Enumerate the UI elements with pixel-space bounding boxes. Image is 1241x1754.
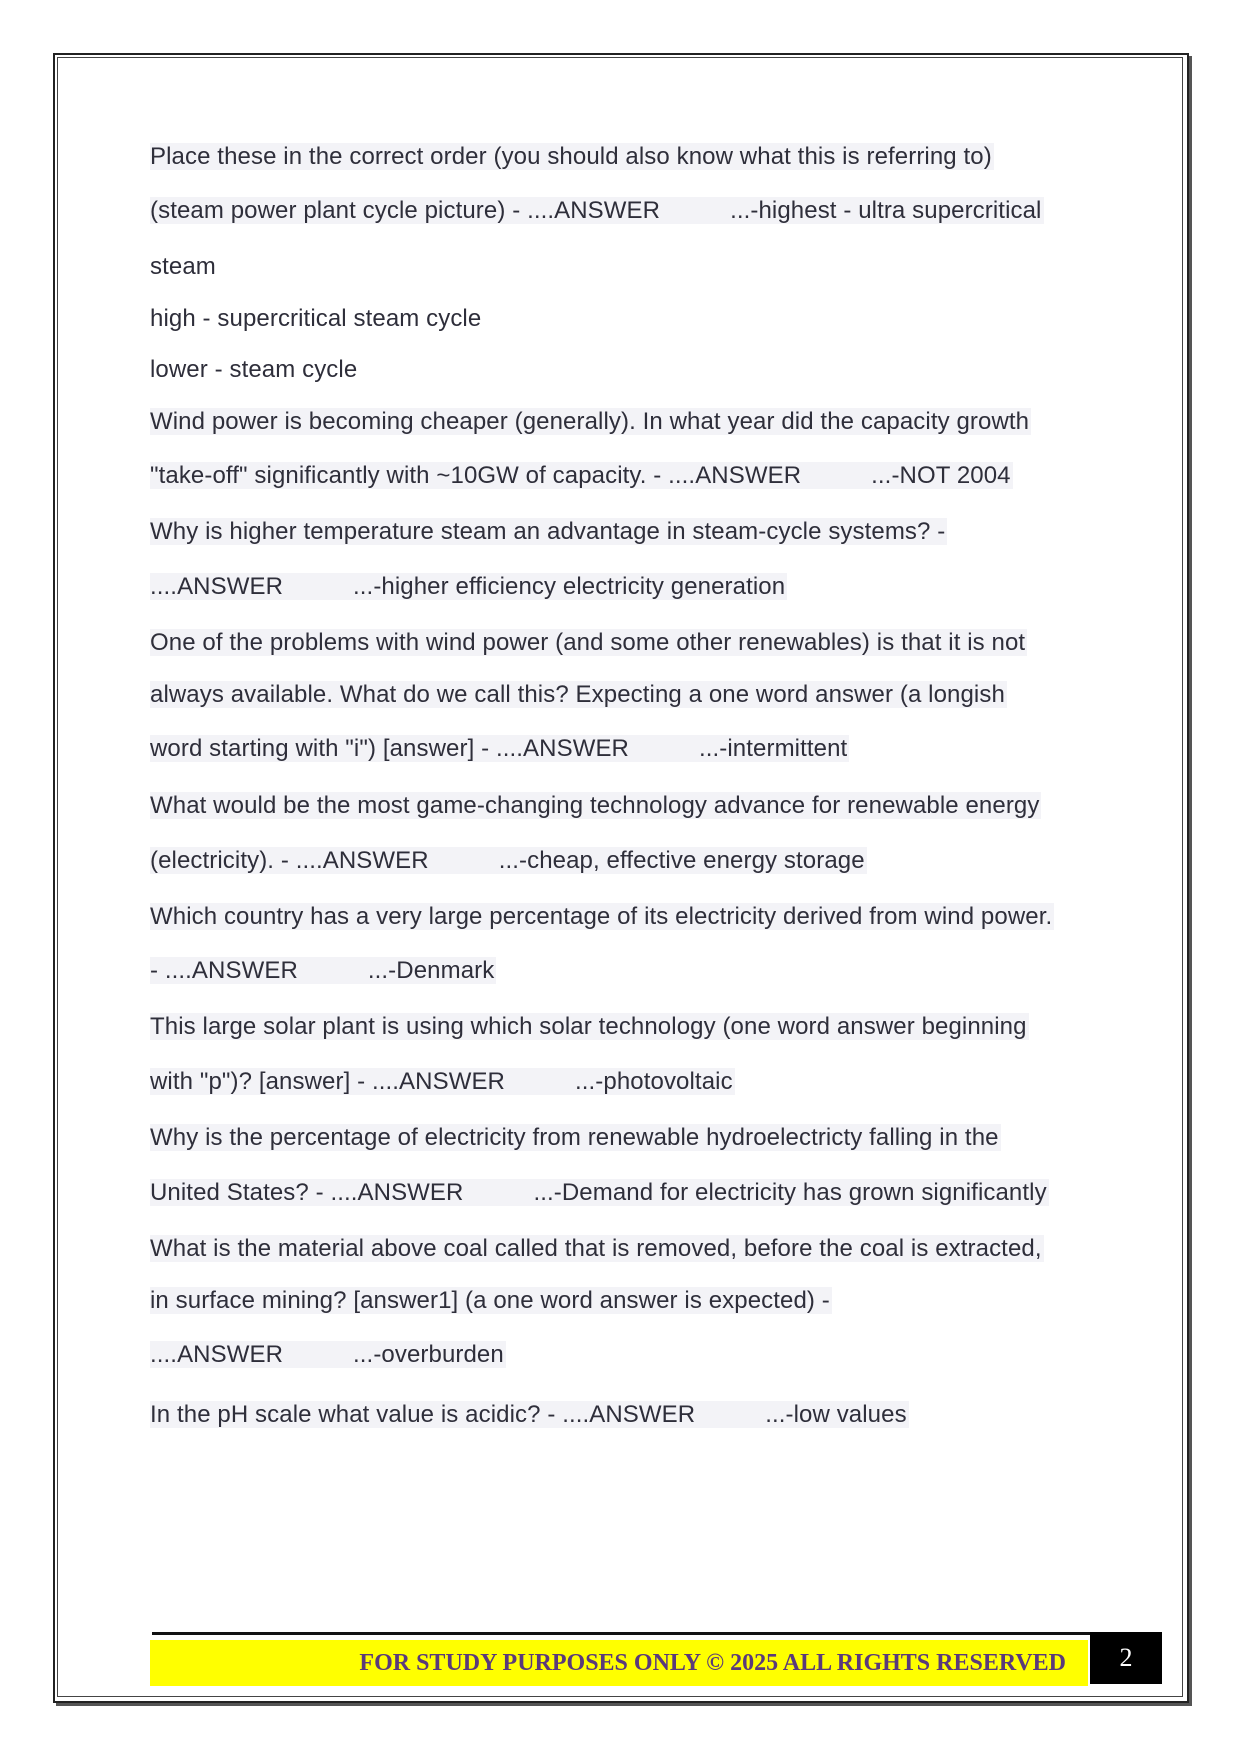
- question-text: Which country has a very large percentage of its electricity derived from wind power.: [150, 903, 1053, 930]
- text-line: [150, 1065, 735, 1099]
- question-text: Why is the percentage of electricity from renewable hydroelectricty falling in the: [150, 1124, 999, 1151]
- question-text: Place these in the correct order (you should also know what this is referring to): [150, 143, 992, 170]
- text-line: [150, 954, 496, 988]
- question-text: "take-off" significantly with ~10GW of capacity. - ....ANSWER: [150, 462, 802, 489]
- page-number: [1090, 1632, 1162, 1684]
- answer-text: high - supercritical steam cycle: [150, 305, 482, 332]
- answer-text: ...-overburden: [353, 1341, 504, 1368]
- footer-divider: [152, 1632, 1092, 1635]
- answer-text: ...-intermittent: [698, 735, 848, 762]
- question-text: - ....ANSWER: [150, 957, 298, 984]
- answer-text: ...-Denmark: [367, 957, 495, 984]
- text-line: [150, 1232, 1044, 1266]
- answer-text: ...-NOT 2004: [871, 462, 1011, 489]
- text-line: [150, 405, 1031, 439]
- text-line: [150, 353, 357, 387]
- text-line: [150, 250, 216, 284]
- text-line: [150, 844, 867, 878]
- question-text: One of the problems with wind power (and some other renewables) is that it is not: [150, 629, 1026, 656]
- answer-text: ...-low values: [765, 1401, 907, 1428]
- text-line: [150, 140, 994, 174]
- text-line: [150, 789, 1041, 823]
- question-text: What is the material above coal called that is removed, before the coal is extracted,: [150, 1235, 1042, 1262]
- text-line: [150, 1398, 909, 1432]
- text-line: [150, 900, 1054, 934]
- answer-text: ...-cheap, effective energy storage: [498, 847, 865, 874]
- footer-notice-text: FOR STUDY PURPOSES ONLY © 2025 ALL RIGHTS RESERVED: [359, 1650, 1066, 1676]
- text-line: [150, 1338, 506, 1372]
- text-line: [150, 194, 1044, 228]
- text-line: [150, 1121, 1001, 1155]
- answer-text: ...-photovoltaic: [575, 1068, 733, 1095]
- question-text: word starting with "i") [answer] - ....ANSWER: [150, 735, 629, 762]
- question-text: Why is higher temperature steam an advantage in steam-cycle systems? -: [150, 518, 946, 545]
- text-line: [150, 515, 947, 549]
- question-text: (electricity). - ....ANSWER: [150, 847, 429, 874]
- question-text: What would be the most game-changing technology advance for renewable energy: [150, 792, 1040, 819]
- answer-text: ...-highest - ultra supercritical: [730, 197, 1042, 224]
- text-line: [150, 1284, 832, 1318]
- text-line: [150, 732, 849, 766]
- answer-text: lower - steam cycle: [150, 356, 358, 383]
- answer-text: ...-higher efficiency electricity generation: [353, 573, 786, 600]
- footer-notice: [150, 1640, 1088, 1686]
- question-text: ....ANSWER: [150, 573, 284, 600]
- question-text: In the pH scale what value is acidic? - ....ANSWER: [150, 1401, 696, 1428]
- text-line: [150, 1176, 1049, 1210]
- question-text: with "p")? [answer] - ....ANSWER: [150, 1068, 505, 1095]
- question-text: (steam power plant cycle picture) - ....ANSWER: [150, 197, 661, 224]
- question-text: Wind power is becoming cheaper (generally). In what year did the capacity growth: [150, 408, 1030, 435]
- page-number-text: 2: [1119, 1643, 1133, 1672]
- answer-text: ...-Demand for electricity has grown significantly: [533, 1179, 1047, 1206]
- text-line: [150, 459, 1013, 493]
- answer-text: steam: [150, 253, 216, 280]
- question-text: United States? - ....ANSWER: [150, 1179, 464, 1206]
- question-text: always available. What do we call this? Expecting a one word answer (a longish: [150, 681, 1005, 708]
- text-line: [150, 626, 1027, 660]
- text-line: [150, 570, 787, 604]
- text-line: [150, 678, 1007, 712]
- question-text: This large solar plant is using which solar technology (one word answer beginning: [150, 1013, 1027, 1040]
- text-line: [150, 1010, 1029, 1044]
- question-text: ....ANSWER: [150, 1341, 284, 1368]
- question-text: in surface mining? [answer1] (a one word answer is expected) -: [150, 1287, 830, 1314]
- text-line: [150, 302, 481, 336]
